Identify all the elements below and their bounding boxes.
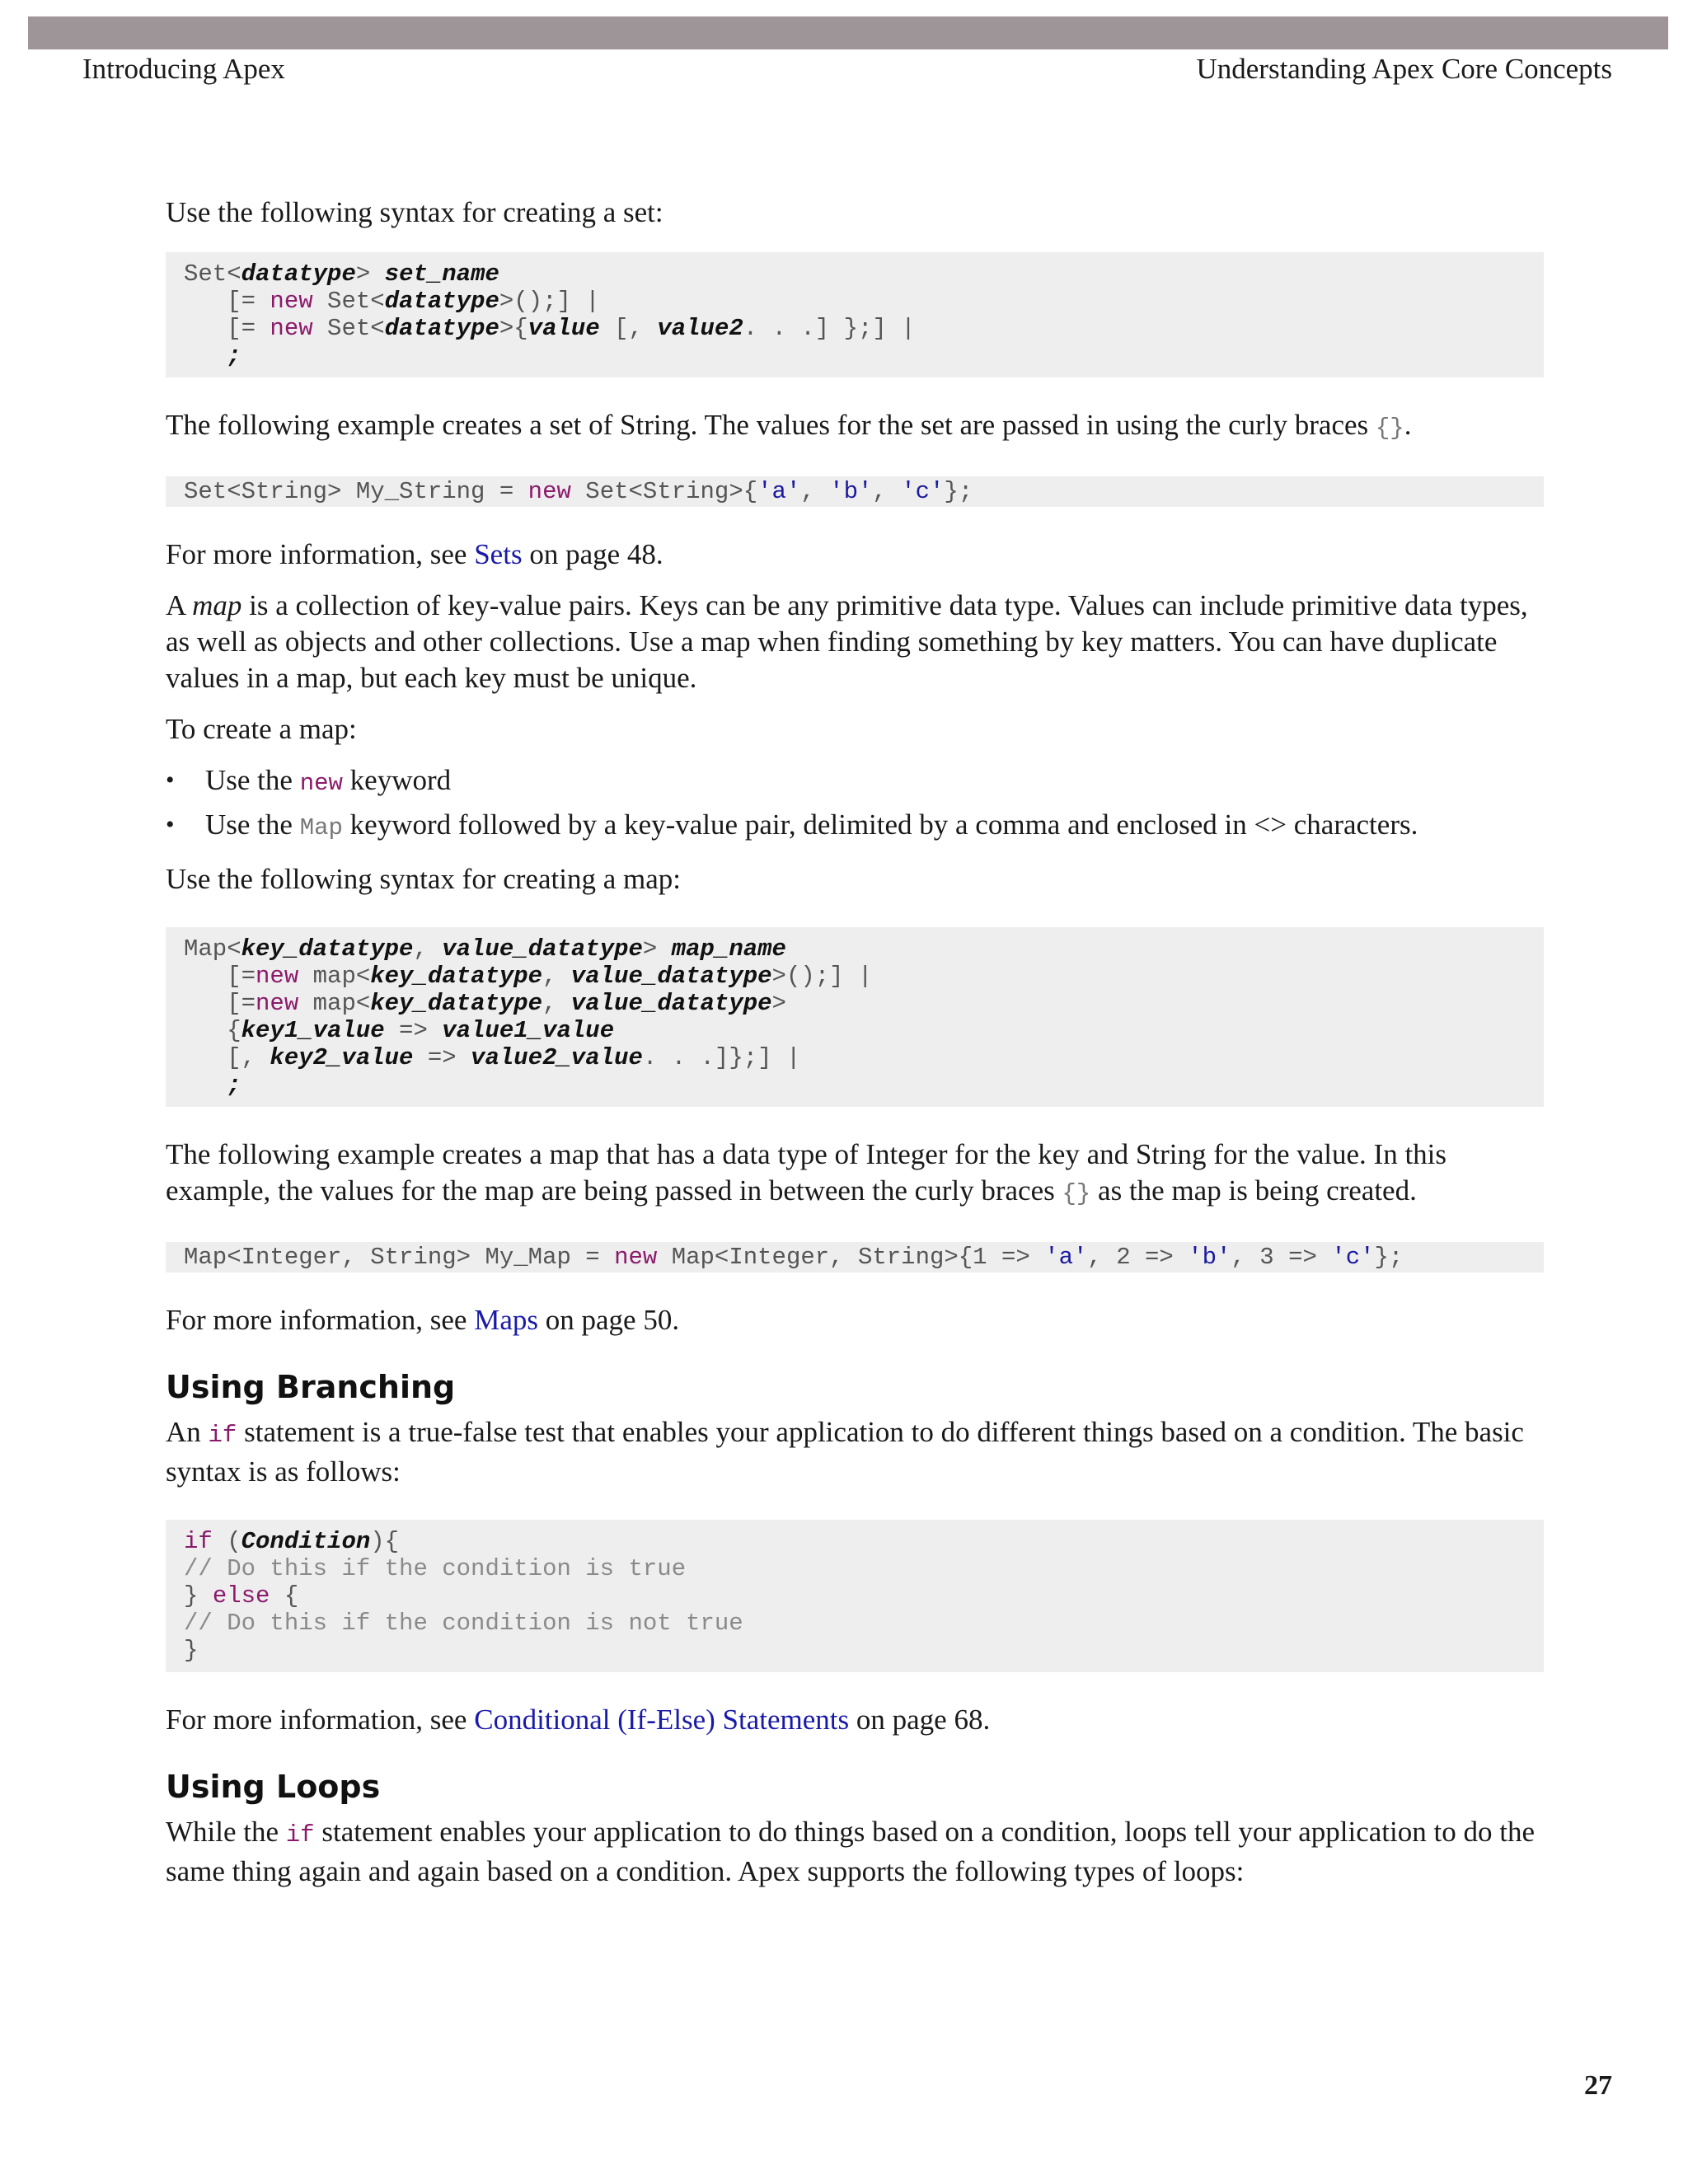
running-head-right: Understanding Apex Core Concepts [1196, 53, 1612, 85]
map-more-info: For more information, see Maps on page 50. [166, 1304, 680, 1336]
branching-more-info: For more information, see Conditional (If-Else) Statements on page 68. [166, 1704, 991, 1736]
list-item: • Use the new keyword [166, 762, 1544, 802]
set-example-code: Set<String> My_String = new Set<String>{'a', 'b', 'c'}; [166, 476, 1544, 507]
header-bar [28, 16, 1668, 49]
map-create-intro: To create a map: [166, 713, 357, 745]
set-syntax-code: Set<datatype> set_name [= new Set<datatype>();] | [= new Set<datatype>{value [, value2. . .] };] | ; [166, 252, 1544, 377]
map-syntax-intro: Use the following syntax for creating a map: [166, 863, 681, 895]
map-syntax-code: Map<key_datatype, value_datatype> map_name [=new map<key_datatype, value_datatype>();] | [=new map<key_datatype, value_datatype> {key1_value => value1_value [, key2_value => value2_value. . .]};] | ; [166, 927, 1544, 1107]
list-item: • Use the Map keyword followed by a key-value pair, delimited by a comma and enclosed in <> characters. [166, 807, 1544, 846]
link-sets[interactable]: Sets [474, 538, 523, 570]
branching-intro: An if statement is a true-false test that enables your application to do different things based on a condition. The basic syntax is as follows: [166, 1416, 1524, 1488]
map-definition: A map is a collection of key-value pairs. Keys can be any primitive data type. Values can include primitive data types, as well as objects and other collections. Use a map when finding something by key matters. You can have duplicate values in a map, but each key must be unique. [166, 589, 1528, 694]
set-example-intro: The following example creates a set of String. The values for the set are passed in using the curly braces {}. [166, 409, 1412, 442]
page-number: 27 [1584, 2070, 1612, 2101]
running-head-left: Introducing Apex [82, 53, 285, 85]
set-syntax-intro: Use the following syntax for creating a set: [166, 196, 663, 228]
heading-using-loops: Using Loops [166, 1769, 381, 1805]
link-conditional-statements[interactable]: Conditional (If-Else) Statements [474, 1704, 850, 1736]
link-maps[interactable]: Maps [474, 1304, 538, 1336]
heading-using-branching: Using Branching [166, 1369, 456, 1405]
page-content [166, 194, 1544, 1890]
map-example-intro: The following example creates a map that has a data type of Integer for the key and String for the value. In this example, the values for the map are being passed in between the curly braces {} as the map is being created. [166, 1138, 1447, 1207]
branching-code: if (Condition){ // Do this if the condition is true } else { // Do this if the condition is not true } [166, 1520, 1544, 1672]
set-more-info: For more information, see Sets on page 48. [166, 538, 663, 570]
loops-intro: While the if statement enables your application to do things based on a condition, loops tell your application to do the same thing again and again based on a condition. Apex supports the following types of loops: [166, 1816, 1535, 1887]
map-example-code: Map<Integer, String> My_Map = new Map<Integer, String>{1 => 'a', 2 => 'b', 3 => 'c'}; [166, 1242, 1544, 1272]
map-create-list [166, 762, 1544, 846]
